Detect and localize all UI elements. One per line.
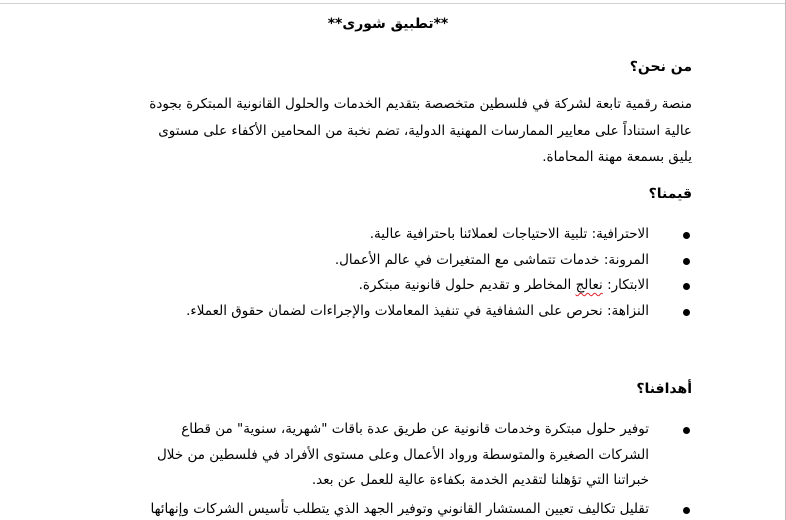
bullet-icon	[683, 427, 690, 434]
bullet-icon	[683, 309, 690, 316]
value-item-text: المرونة: خدمات تتماشى مع المتغيرات في عالم الأعمال.	[334, 251, 649, 268]
list-item	[84, 299, 692, 325]
bullet-icon	[683, 232, 690, 239]
about-line: عالية استناداً على معايير الممارسات المهنية الدولية، تضم نخبة من المحامين الأكفاء على مستوى	[158, 122, 692, 139]
about-line: منصة رقمية تابعة لشركة في فلسطين متخصصة بتقديم الخدمات والحلول القانونية المبتكرة بجودة	[149, 96, 692, 112]
value-item-text: الاحترافية: تلبية الاحتياجات لعملائنا باحترافية عالية.	[369, 226, 649, 242]
values-heading: قيمنا؟	[648, 186, 692, 202]
list-item	[84, 248, 692, 274]
list-item	[84, 273, 692, 299]
document-title: **تطبيق شورى**	[327, 16, 449, 32]
value-item-text-end: المخاطر و تقديم حلول قانونية مبتكرة.	[358, 277, 576, 293]
goal-line: خبراتنا التي تؤهلنا لتقديم الخدمة بكفاءة عالية للعمل عن بعد.	[311, 472, 649, 488]
list-item	[84, 222, 692, 248]
misspelled-word[interactable]: نعالج	[575, 277, 603, 293]
goal-line: تقليل تكاليف تعيين المستشار القانوني وتوفير الجهد الذي يتطلب تأسيس الشركات وإنهائها	[150, 500, 649, 517]
bullet-icon	[683, 283, 690, 290]
goals-heading: أهدافنا؟	[636, 381, 692, 397]
value-item-text-start: الابتكار:	[602, 277, 649, 293]
list-item	[84, 497, 692, 520]
list-item	[84, 417, 692, 494]
value-item-text: النزاهة: نحرص على الشفافية في تنفيذ المعاملات والإجراءات لضمان حقوق العملاء.	[186, 302, 649, 319]
about-paragraph	[84, 91, 692, 171]
about-line: يليق بسمعة مهنة المحاماة.	[542, 149, 692, 165]
bullet-icon	[683, 258, 690, 265]
about-heading: من نحن؟	[629, 59, 692, 75]
values-list	[84, 222, 692, 324]
goal-line: توفير حلول مبتكرة وخدمات قانونية عن طريق عدة باقات "شهرية، سنوية" من قطاع	[181, 421, 649, 437]
bullet-icon	[683, 507, 690, 514]
page-top-border	[0, 3, 786, 4]
goal-line: الشركات الصغيرة والمتوسطة ورواد الأعمال وعلى مستوى الأفراد في فلسطين من خلال	[156, 446, 649, 463]
goals-list	[84, 417, 692, 520]
